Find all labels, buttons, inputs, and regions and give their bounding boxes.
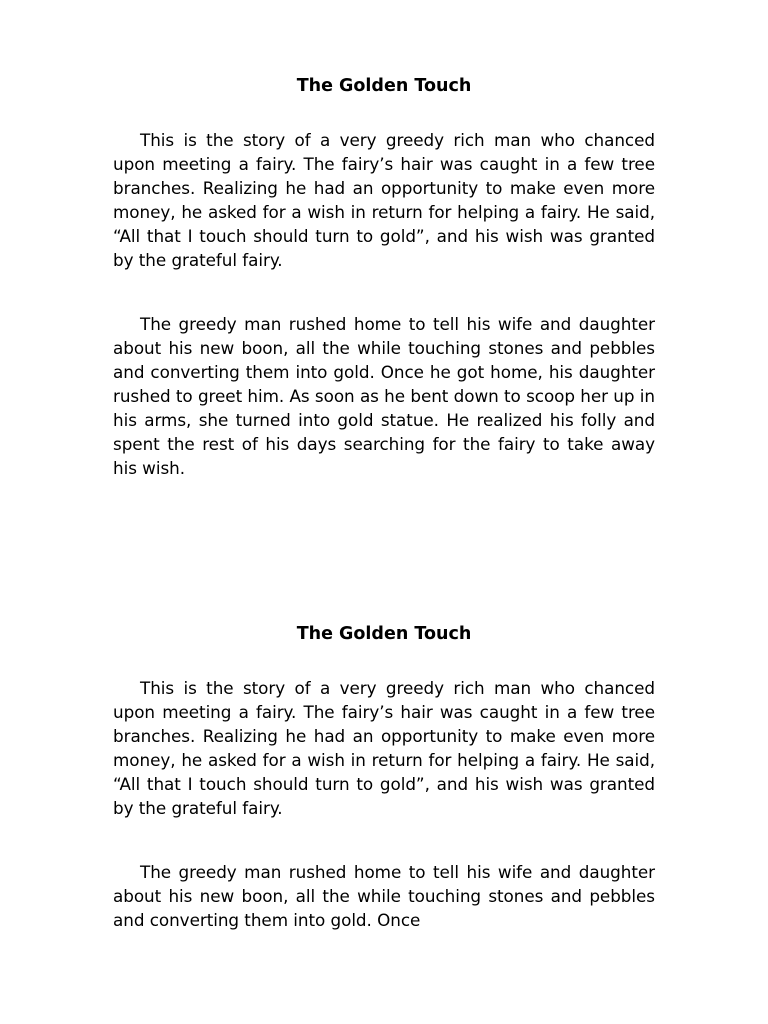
story-paragraph: This is the story of a very greedy rich man who chanced upon meeting a fairy. The fairy’s hair was caught in a few tree branches. Realizing he had an opportunity to make even more money, he asked for a wish in return for helping a fairy. He said, “All that I touch should turn to gold”, and his wish was granted by the grateful fairy.	[113, 130, 655, 270]
story-paragraph: The greedy man rushed home to tell his wife and daughter about his new boon, all the while touching stones and pebbles and converting them into gold. Once he got home, his daughter rushed to greet him. As soon as he bent down to scoop her up in his arms, she turned into gold statue. He realized his folly and spent the rest of his days searching for the fairy to take away his wish.	[113, 314, 655, 478]
story-paragraph: This is the story of a very greedy rich man who chanced upon meeting a fairy. The fairy’s hair was caught in a few tree branches. Realizing he had an opportunity to make even more money, he asked for a wish in return for helping a fairy. He said, “All that I touch should turn to gold”, and his wish was granted by the grateful fairy.	[113, 678, 655, 818]
story-section	[113, 73, 655, 480]
story-title: The Golden Touch	[296, 76, 472, 96]
story-title: The Golden Touch	[296, 624, 472, 644]
story-section	[113, 621, 655, 932]
story-paragraph: The greedy man rushed home to tell his wife and daughter about his new boon, all the while touching stones and pebbles and converting them into gold. Once	[113, 862, 655, 930]
